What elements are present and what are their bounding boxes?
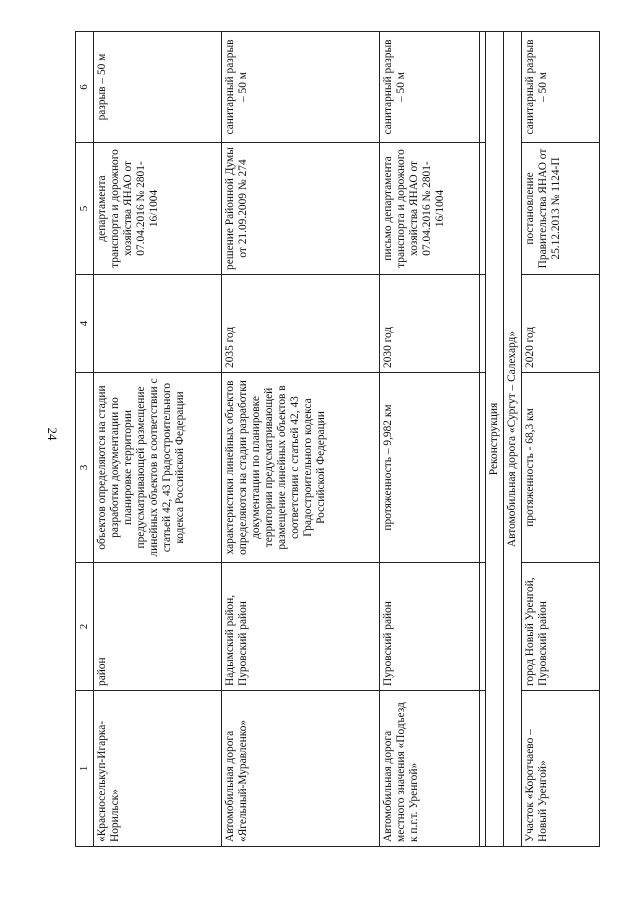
table-cell: объектов определяются на стадии разработки документации по планировке территории предусматривающей размещение линейных объектов в соответствии с статьей 42, 43 Градостроительного кодекса Российской Федерации xyxy=(93,373,221,563)
table-row xyxy=(379,32,479,847)
table-row xyxy=(93,32,221,847)
table-cell: санитарный разрыв – 50 м xyxy=(221,32,379,143)
table-cell: санитарный разрыв – 50 м xyxy=(521,32,599,143)
header-cell: 6 xyxy=(76,32,94,143)
table-cell: департамента транспорта и дорожного хозяйства ЯНАО от 07.04.2016 № 2801-16/1004 xyxy=(93,143,221,275)
section-heading-reconstruction: Реконструкция xyxy=(485,32,503,847)
table-cell: Пуровский район xyxy=(379,563,479,691)
section-row xyxy=(485,32,503,847)
header-cell: 1 xyxy=(76,691,94,847)
table-cell: санитарный разрыв – 50 м xyxy=(379,32,479,143)
table-cell: разрыв – 50 м xyxy=(93,32,221,143)
table-row xyxy=(221,32,379,847)
header-row xyxy=(76,32,94,847)
table-cell: письмо департамента транспорта и дорожного хозяйства ЯНАО от 07.04.2016 № 2801-16/1004 xyxy=(379,143,479,275)
header-cell: 4 xyxy=(76,275,94,373)
document-table xyxy=(75,31,600,847)
page-number: 24 xyxy=(45,427,60,441)
table-cell: характеристики линейных объектов определяются на стадии разработки документации по планировке территории предусматривающей размещение линейных объектов в соответствии с статьей 42, 43 Градостроительного кодекса Российской Федерации xyxy=(221,373,379,563)
table-cell: решение Районной Думы от 21.09.2009 № 274 xyxy=(221,143,379,275)
header-cell: 2 xyxy=(76,563,94,691)
table-cell: протяженность – 9,982 км xyxy=(379,373,479,563)
table-cell: 2035 год xyxy=(221,275,379,373)
table-cell: протяженность - 68,3 км xyxy=(521,373,599,563)
section-heading-road: Автомобильная дорога «Сургут – Салехард» xyxy=(503,32,521,847)
header-cell: 3 xyxy=(76,373,94,563)
table-cell: Участок «Коротчаево – Новый Уренгой» xyxy=(521,691,599,847)
table-cell: район xyxy=(93,563,221,691)
rotated-table-area xyxy=(75,32,600,847)
table-cell: «Красноселькуп-Игарка-Норильск» xyxy=(93,691,221,847)
table-row xyxy=(521,32,599,847)
header-cell: 5 xyxy=(76,143,94,275)
table-cell: 2030 год xyxy=(379,275,479,373)
table-cell: Автомобильная дорога «Ягельный-Муравленко» xyxy=(221,691,379,847)
table-cell xyxy=(93,275,221,373)
table-cell: город Новый Уренгой, Пуровский район xyxy=(521,563,599,691)
table-cell: постановление Правительства ЯНАО от 25.12.2013 № 1124-П xyxy=(521,143,599,275)
table-cell: Надымский район, Пуровский район xyxy=(221,563,379,691)
table-cell: 2020 год xyxy=(521,275,599,373)
section-row xyxy=(503,32,521,847)
table-cell: Автомобильная дорога местного значения «Подъезд к п.г.т. Уренгой» xyxy=(379,691,479,847)
table-wrapper xyxy=(75,32,600,847)
